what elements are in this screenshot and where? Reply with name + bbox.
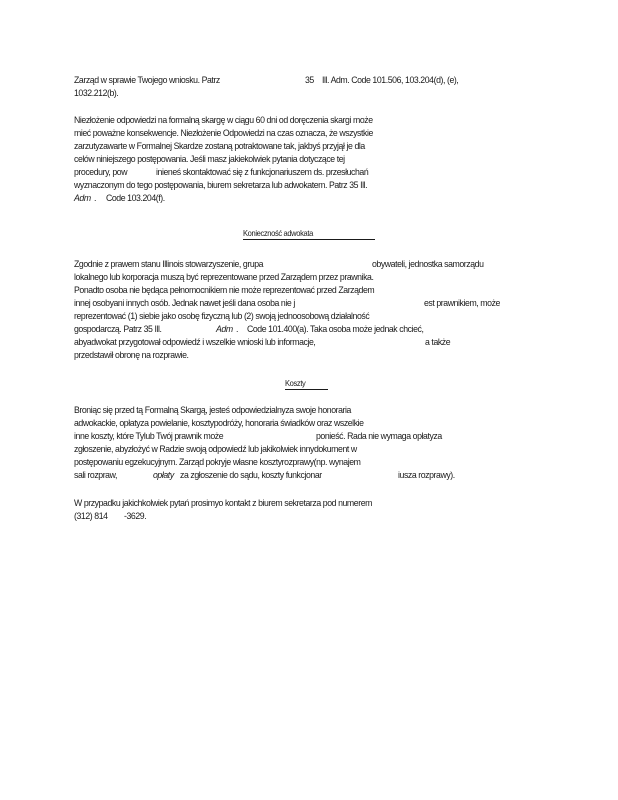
- attorney-line-4a: innej osobyani innych osób. Jednak nawet jeśli dana osoba nie j: [74, 297, 295, 308]
- response-line-3: zarzutyzawarte w Formalnej Skardze zostaną potraktowane tak, jakbyś przyjął je dla: [74, 140, 365, 151]
- intro-line-1a: Zarząd w sprawie Twojego wniosku. Patrz: [74, 74, 220, 85]
- costs-line-6a: sali rozpraw,: [74, 469, 118, 480]
- attorney-line-2: lokalnego lub korporacja muszą być reprezentowane przed Zarządem przez prawnika.: [74, 271, 374, 282]
- attorney-line-5: reprezentować (1) siebie jako osobę fizyczną lub (2) swoją jednoosobową działalność: [74, 310, 370, 321]
- attorney-line-4b: est prawnikiem, może: [424, 297, 500, 308]
- costs-line-6d: iusza rozprawy).: [398, 469, 455, 480]
- attorney-line-7b: a także: [425, 336, 451, 347]
- contact-line-2a: (312) 814: [74, 510, 108, 521]
- attorney-line-6c: .: [236, 323, 239, 334]
- response-line-7b: .: [94, 192, 97, 203]
- response-line-5a: procedury, pow: [74, 166, 128, 177]
- costs-heading: Koszty: [285, 378, 306, 388]
- costs-line-5: postępowaniu egzekucyjnym. Zarząd pokryje własne kosztyrozprawy(np. wynajem: [74, 456, 361, 467]
- costs-line-6b: opłaty: [153, 469, 174, 480]
- response-line-5b: inieneś skontaktować się z funkcjonariuszem ds. przesłuchań: [156, 166, 369, 177]
- response-line-4: celów niniejszego postępowania. Jeśli masz jakiekolwiek pytania dotyczące tej: [74, 153, 345, 164]
- attorney-heading: Konieczność adwokata: [243, 228, 313, 238]
- costs-line-3b: ponieść. Rada nie wymaga opłatyza: [316, 430, 442, 441]
- attorney-line-6d: Code 101.400(a). Taka osoba może jednak chcieć,: [247, 323, 424, 334]
- response-line-2: mieć poważne konsekwencje. Niezłożenie Odpowiedzi na czas oznacza, że wszystkie: [74, 127, 373, 138]
- attorney-line-6a: gospodarczą. Patrz 35 Ill.: [74, 323, 162, 334]
- intro-line-2: 1032.212(b).: [74, 87, 119, 98]
- response-line-6: wyznaczonym do tego postępowania, biurem sekretarza lub adwokatem. Patrz 35 Ill.: [74, 179, 368, 190]
- costs-line-1: Broniąc się przed tą Formalną Skargą, jesteś odpowiedzialnyza swoje honoraria: [74, 404, 351, 415]
- attorney-heading-underline: [243, 239, 375, 240]
- costs-heading-underline: [285, 389, 328, 390]
- attorney-line-1a: Zgodnie z prawem stanu Illinois stowarzyszenie, grupa: [74, 258, 264, 269]
- response-line-7a: Adm: [74, 192, 91, 203]
- attorney-line-3: Ponadto osoba nie będąca pełnomocnikiem nie może reprezentować przed Zarządem: [74, 284, 375, 295]
- contact-line-1: W przypadku jakichkolwiek pytań prosimyo kontakt z biurem sekretarza pod numerem: [74, 497, 372, 508]
- response-line-1: Niezłożenie odpowiedzi na formalną skargę w ciągu 60 dni od doręczenia skargi może: [74, 114, 373, 125]
- intro-line-1b: 35: [305, 74, 314, 85]
- attorney-line-6b: Adm: [216, 323, 233, 334]
- attorney-line-8: przedstawił obronę na rozprawie.: [74, 349, 189, 360]
- costs-line-4: zgłoszenie, abyzłożyć w Radzie swoją odpowiedź lub jakikolwiek innydokument w: [74, 443, 357, 454]
- response-line-7c: Code 103.204(f).: [106, 192, 165, 203]
- costs-line-6c: za zgłoszenie do sądu, koszty funkcjonar: [180, 469, 322, 480]
- attorney-line-1b: obywateli, jednostka samorządu: [372, 258, 484, 269]
- attorney-line-7a: abyadwokat przygotował odpowiedź i wszelkie wnioski lub informacje,: [74, 336, 316, 347]
- costs-line-2: adwokackie, opłatyza powielanie, kosztypodróży, honoraria świadków oraz wszelkie: [74, 417, 364, 428]
- intro-line-1c: Ill. Adm. Code 101.506, 103.204(d), (e),: [322, 74, 459, 85]
- contact-line-2b: -3629.: [124, 510, 147, 521]
- costs-line-3a: inne koszty, które Tylub Twój prawnik może: [74, 430, 224, 441]
